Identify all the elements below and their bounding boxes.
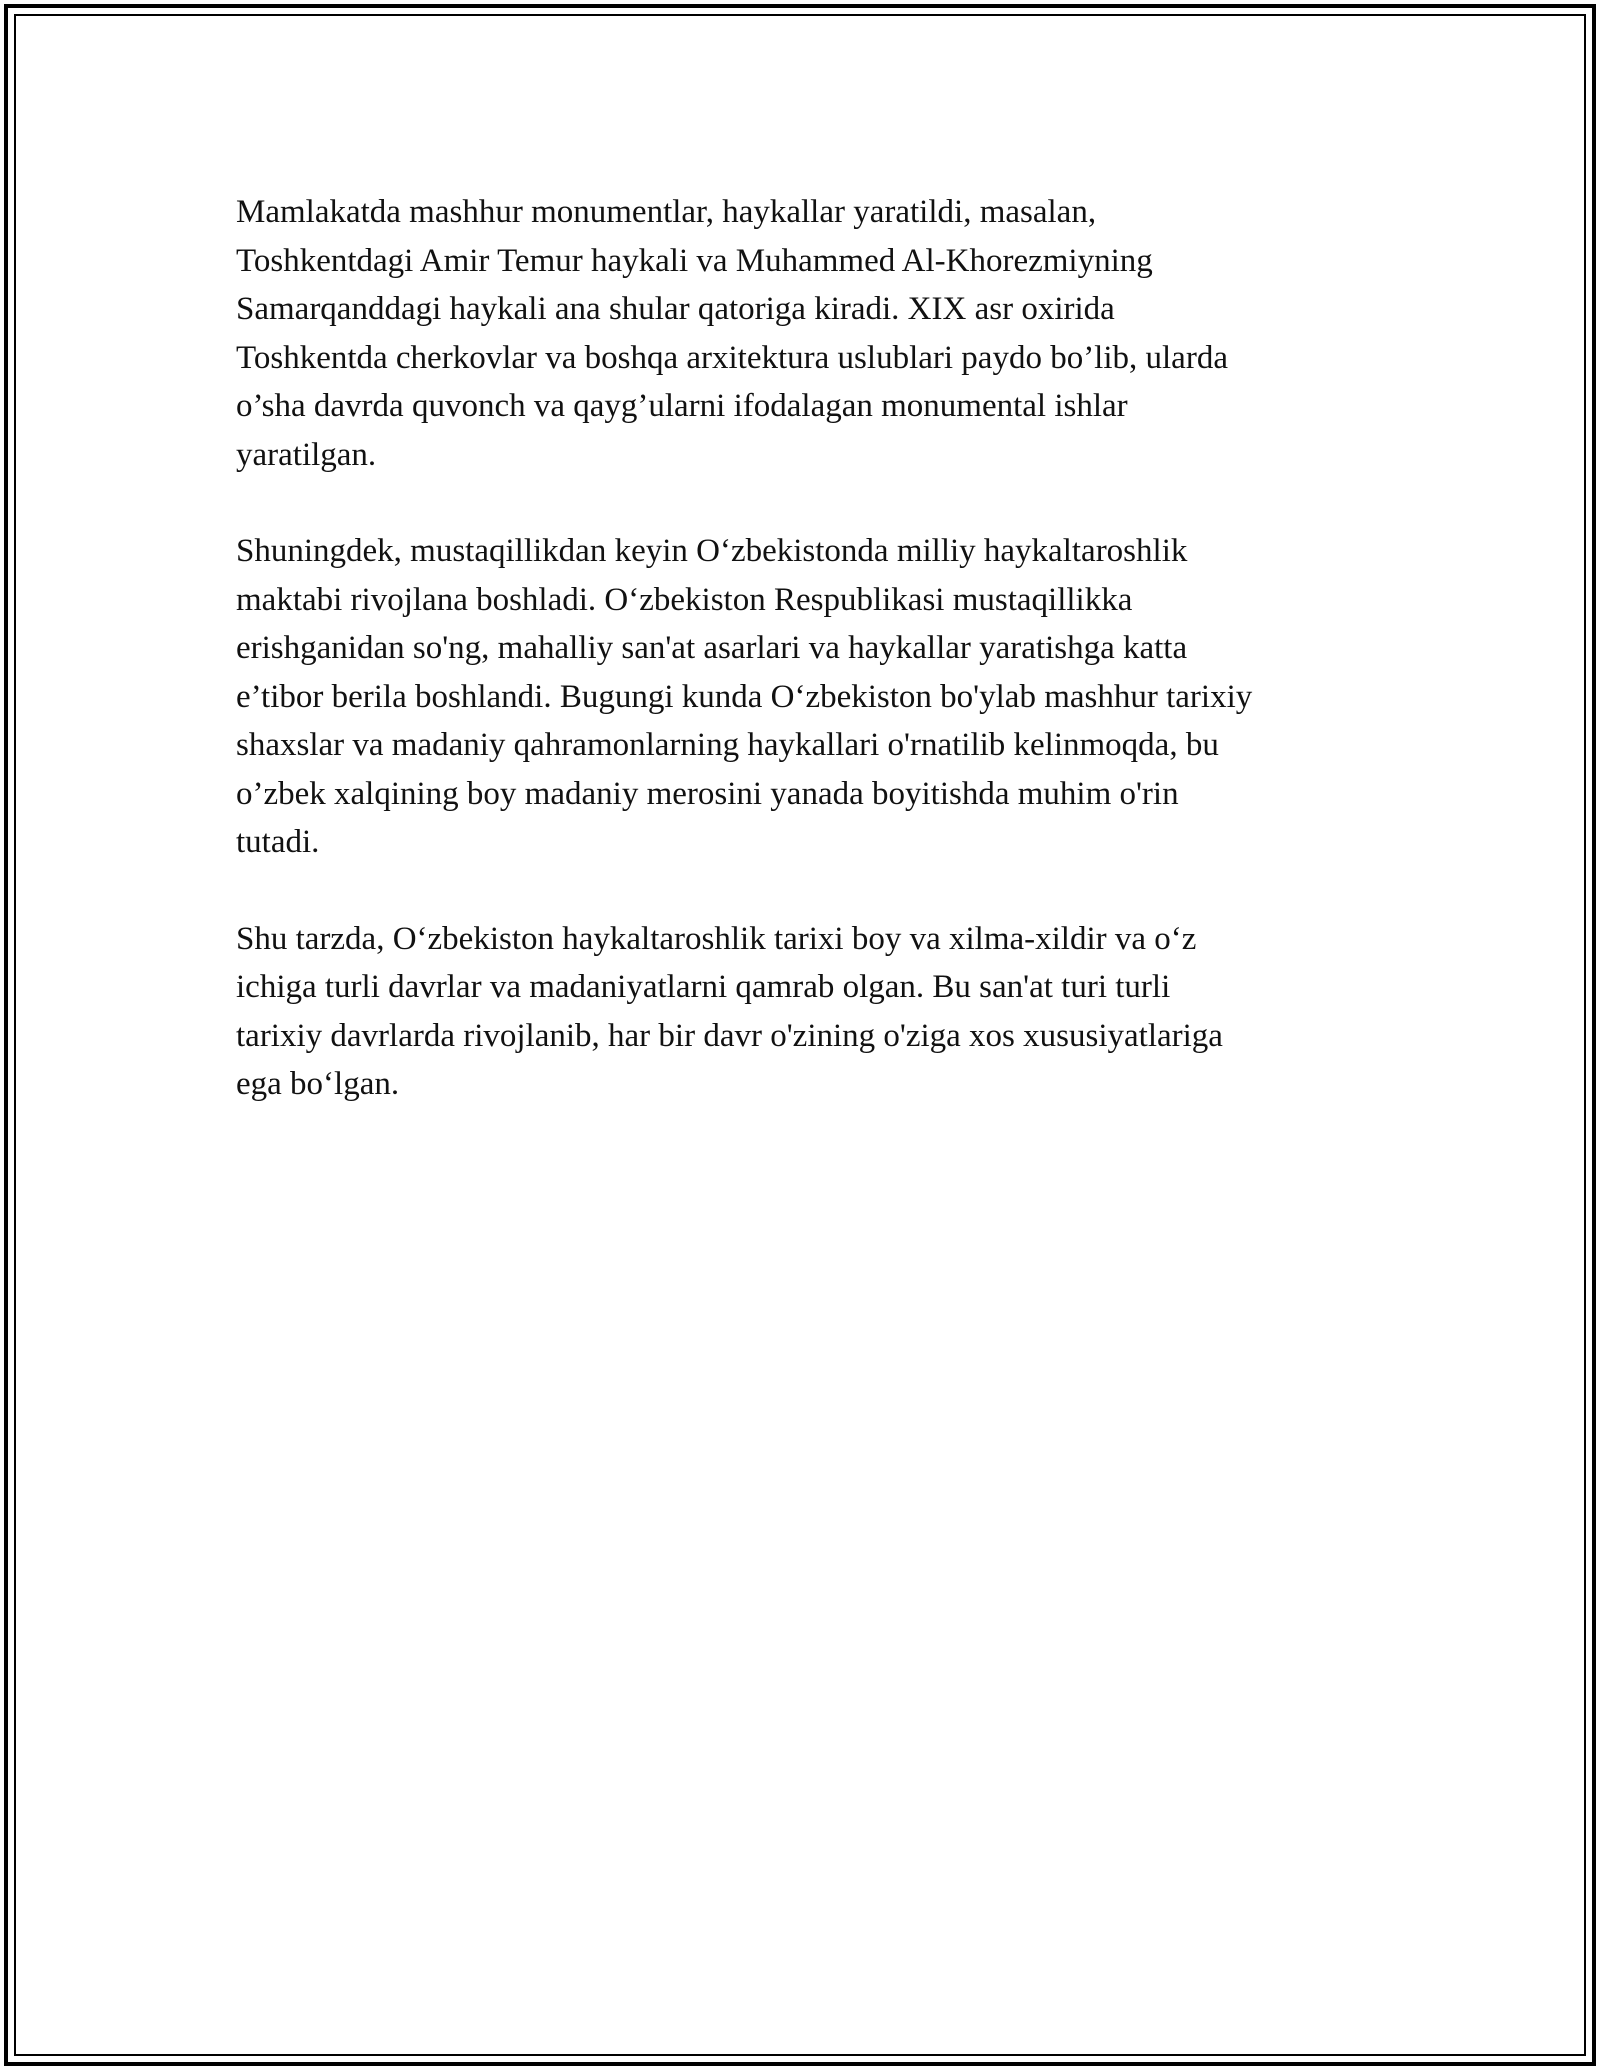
text-line: Samarqanddagi haykali ana shular qatoriga kiradi. XIX asr oxirida [236, 291, 1115, 327]
text-line: maktabi rivojlana boshladi. O‘zbekiston Respublikasi mustaqillikka [236, 581, 1133, 618]
text-line: Toshkentda cherkovlar va boshqa arxitektura uslublari paydo bo’lib, ularda [236, 339, 1228, 376]
text-line: e’tibor berila boshlandi. Bugungi kunda O‘zbekiston bo'ylab mashhur tarixiy [236, 678, 1253, 715]
text-line: Shuningdek, mustaqillikdan keyin O‘zbekistonda milliy haykaltaroshlik [236, 533, 1188, 569]
text-line: Toshkentdagi Amir Temur haykali va Muhammed Al-Khorezmiyning [236, 242, 1153, 279]
text-line: o’sha davrda quvonch va qayg’ularni ifodalagan monumental ishlar [236, 388, 1128, 424]
text-line: Shu tarzda, O‘zbekiston haykaltaroshlik tarixi boy va xilma-xildir va o‘z [236, 920, 1197, 957]
text-line: shaxslar va madaniy qahramonlarning haykallari o'rnatilib kelinmoqda, bu [236, 727, 1219, 763]
text-line: ichiga turli davrlar va madaniyatlarni qamrab olgan. Bu san'at turi turli [236, 969, 1171, 1005]
text-line: tarixiy davrlarda rivojlanib, har bir davr o'zining o'ziga xos xususiyatlariga [236, 1017, 1223, 1054]
text-line: o’zbek xalqining boy madaniy merosini yanada boyitishda muhim o'rin [236, 775, 1179, 812]
paragraph-1 [236, 188, 1371, 479]
text-line: Mamlakatda mashhur monumentlar, haykallar yaratildi, masalan, [236, 194, 1097, 230]
text-line: erishganidan so'ng, mahalliy san'at asarlari va haykallar yaratishga katta [236, 630, 1188, 666]
paragraph-3 [236, 915, 1371, 1109]
paragraph-2 [236, 527, 1371, 867]
text-line: tutadi. [236, 824, 320, 860]
text-line: yaratilgan. [236, 436, 377, 473]
text-line: ega bo‘lgan. [236, 1066, 400, 1102]
document-body [236, 188, 1371, 1157]
